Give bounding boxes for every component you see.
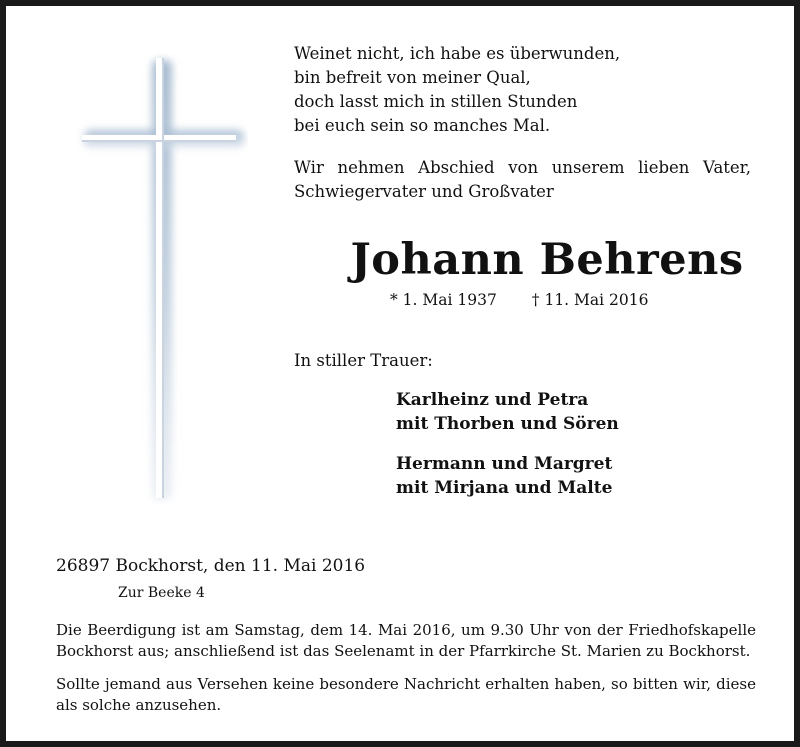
- poem-line: bin befreit von meiner Qual,: [294, 68, 531, 87]
- mourner-line: Karlheinz und Petra: [396, 390, 589, 410]
- death-date: † 11. Mai 2016: [531, 291, 649, 309]
- mourning-label: In stiller Trauer:: [294, 351, 433, 370]
- farewell-intro: [294, 156, 751, 204]
- poem-line: doch lasst mich in stillen Stunden: [294, 92, 578, 111]
- deceased-name: Johann Behrens: [350, 235, 744, 285]
- poem-line: bei euch sein so manches Mal.: [294, 116, 551, 135]
- mourner-line: mit Thorben und Sören: [396, 414, 619, 434]
- mourner-line: mit Mirjana und Malte: [396, 478, 613, 498]
- mourner-family: [396, 388, 619, 436]
- life-dates: [390, 289, 648, 311]
- mourner-family: [396, 452, 612, 500]
- cross-icon: [76, 54, 248, 506]
- place-and-date: 26897 Bockhorst, den 11. Mai 2016: [56, 556, 366, 576]
- birth-date: * 1. Mai 1937: [390, 291, 497, 309]
- mourner-line: Hermann und Margret: [396, 454, 613, 474]
- intro-line: Schwiegervater und Großvater: [294, 182, 554, 201]
- poem-line: Weinet nicht, ich habe es überwunden,: [294, 44, 621, 63]
- poem: [294, 42, 620, 138]
- street-address: Zur Beeke 4: [118, 585, 205, 601]
- no-notice-remark: Sollte jemand aus Versehen keine besondere Nachricht erhalten haben, so bitten wir, diese als solche anzusehen.: [56, 675, 756, 714]
- funeral-notice: Die Beerdigung ist am Samstag, dem 14. Mai 2016, um 9.30 Uhr von der Friedhofskapelle Bockhorst aus; anschließend ist das Seelenamt in der Pfarrkirche St. Marien zu Bockhorst.: [56, 621, 756, 660]
- intro-line: Wir nehmen Abschied von unserem lieben Vater,: [294, 158, 751, 177]
